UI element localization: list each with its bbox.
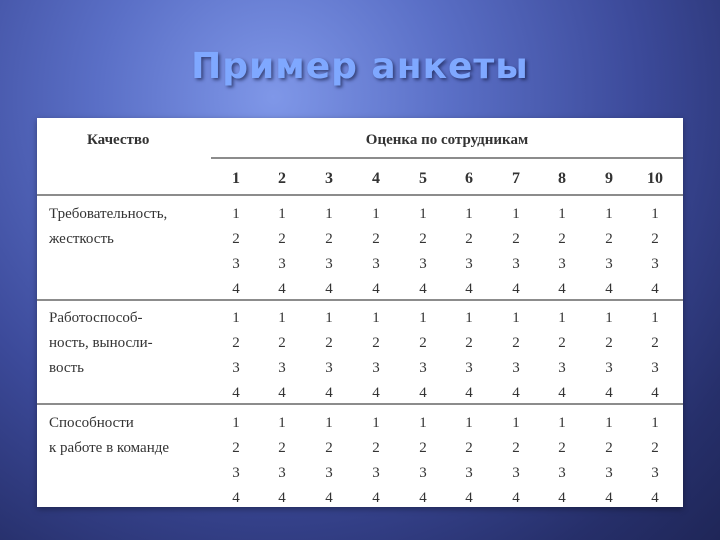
rating-cell	[314, 202, 344, 302]
rating-option: 2	[512, 440, 520, 456]
rating-option: 1	[278, 206, 286, 222]
rating-cell	[267, 306, 297, 406]
rating-option: 1	[278, 310, 286, 326]
rating-cell	[314, 306, 344, 406]
rating-option: 3	[605, 256, 613, 272]
rating-cell	[454, 411, 484, 511]
rating-cell	[408, 411, 438, 511]
rating-option: 4	[278, 385, 286, 401]
rating-option: 3	[325, 360, 333, 376]
rating-option: 4	[372, 385, 380, 401]
rating-option: 4	[558, 385, 566, 401]
rating-option: 4	[419, 281, 427, 297]
rating-cell	[267, 202, 297, 302]
row-label-line: к работе в команде	[49, 440, 170, 456]
rating-option: 3	[558, 256, 566, 272]
rating-option: 2	[232, 440, 240, 456]
rating-cell	[408, 306, 438, 406]
rating-option: 2	[558, 335, 566, 351]
rating-option: 4	[605, 490, 613, 506]
rating-option: 2	[419, 231, 427, 247]
rating-cell	[547, 202, 577, 302]
rating-option: 1	[605, 415, 613, 431]
rating-option: 2	[465, 231, 473, 247]
rating-cell	[361, 306, 391, 406]
rating-cell	[221, 411, 251, 511]
rating-cell	[547, 306, 577, 406]
header-rating: Оценка по сотрудникам	[365, 132, 529, 148]
rating-option: 1	[419, 310, 427, 326]
rating-option: 3	[651, 256, 659, 272]
rating-option: 4	[465, 385, 473, 401]
rating-option: 4	[278, 281, 286, 297]
rating-cell	[640, 411, 670, 511]
rating-option: 2	[232, 335, 240, 351]
rating-option: 2	[372, 231, 380, 247]
rating-option: 1	[605, 310, 613, 326]
column-header: 9	[605, 170, 613, 187]
rating-option: 4	[651, 385, 659, 401]
row-divider	[37, 299, 683, 301]
rating-option: 4	[605, 281, 613, 297]
rating-option: 1	[465, 206, 473, 222]
rating-option: 2	[651, 335, 659, 351]
rating-option: 4	[372, 490, 380, 506]
rating-option: 4	[512, 490, 520, 506]
rating-option: 2	[419, 335, 427, 351]
rating-option: 1	[651, 206, 659, 222]
rating-option: 2	[325, 231, 333, 247]
row-divider	[37, 194, 683, 196]
rating-option: 4	[651, 281, 659, 297]
rating-cell	[454, 202, 484, 302]
rating-option: 4	[372, 281, 380, 297]
rating-cell	[361, 202, 391, 302]
rating-option: 3	[558, 465, 566, 481]
row-label-line: жесткость	[49, 231, 114, 247]
rating-option: 1	[465, 310, 473, 326]
rating-option: 1	[512, 415, 520, 431]
rating-option: 2	[232, 231, 240, 247]
rating-option: 1	[325, 415, 333, 431]
row-label-line: Работоспособ-	[49, 310, 143, 326]
rating-option: 1	[372, 310, 380, 326]
rating-option: 4	[558, 281, 566, 297]
rating-option: 1	[372, 415, 380, 431]
rating-option: 1	[465, 415, 473, 431]
rating-option: 3	[325, 256, 333, 272]
rating-option: 2	[419, 440, 427, 456]
rating-option: 3	[651, 360, 659, 376]
rating-option: 4	[558, 490, 566, 506]
column-header: 10	[647, 170, 663, 187]
rating-option: 3	[465, 256, 473, 272]
rating-option: 3	[558, 360, 566, 376]
row-label	[49, 202, 214, 252]
rating-option: 2	[605, 231, 613, 247]
rating-option: 1	[558, 206, 566, 222]
rating-option: 2	[512, 335, 520, 351]
rating-option: 2	[558, 440, 566, 456]
rating-option: 3	[232, 465, 240, 481]
rating-option: 1	[419, 206, 427, 222]
rating-option: 4	[278, 490, 286, 506]
column-header: 1	[232, 170, 240, 187]
rating-cell	[314, 411, 344, 511]
row-label-line: вость	[49, 360, 84, 376]
rating-option: 1	[325, 310, 333, 326]
rating-cell	[267, 411, 297, 511]
rating-option: 4	[419, 490, 427, 506]
rating-cell	[361, 411, 391, 511]
column-header: 4	[372, 170, 380, 187]
rating-cell	[594, 202, 624, 302]
rating-option: 4	[465, 490, 473, 506]
rating-option: 4	[232, 490, 240, 506]
rating-option: 2	[278, 440, 286, 456]
rating-option: 3	[605, 465, 613, 481]
rating-cell	[547, 411, 577, 511]
rating-option: 2	[605, 335, 613, 351]
rating-option: 3	[232, 360, 240, 376]
survey-table	[37, 118, 683, 507]
rating-option: 3	[465, 360, 473, 376]
rating-cell	[640, 202, 670, 302]
rating-cell	[640, 306, 670, 406]
rating-option: 2	[465, 440, 473, 456]
rating-option: 4	[232, 281, 240, 297]
rating-option: 2	[651, 231, 659, 247]
rating-option: 2	[465, 335, 473, 351]
rating-option: 2	[372, 440, 380, 456]
row-label-line: Требовательность,	[49, 206, 168, 222]
rating-option: 3	[465, 465, 473, 481]
column-header: 3	[325, 170, 333, 187]
rating-option: 4	[465, 281, 473, 297]
rating-option: 1	[558, 310, 566, 326]
rating-option: 4	[651, 490, 659, 506]
slide-title: Пример анкеты	[191, 46, 529, 87]
rating-option: 3	[512, 360, 520, 376]
rating-option: 3	[278, 360, 286, 376]
rating-option: 1	[278, 415, 286, 431]
rating-option: 4	[325, 385, 333, 401]
rating-cell	[454, 306, 484, 406]
rating-option: 1	[651, 415, 659, 431]
row-divider	[37, 403, 683, 405]
rating-option: 1	[419, 415, 427, 431]
rating-option: 3	[605, 360, 613, 376]
rating-option: 2	[278, 231, 286, 247]
rating-option: 4	[325, 490, 333, 506]
rating-cell	[221, 202, 251, 302]
row-label-line: Способности	[49, 415, 134, 431]
column-header: 6	[465, 170, 473, 187]
rating-option: 2	[605, 440, 613, 456]
rating-option: 3	[419, 465, 427, 481]
rating-option: 2	[278, 335, 286, 351]
rating-option: 4	[605, 385, 613, 401]
column-header: 7	[512, 170, 520, 187]
rating-option: 3	[512, 256, 520, 272]
row-label	[49, 306, 214, 381]
rating-option: 1	[232, 415, 240, 431]
rating-cell	[408, 202, 438, 302]
rating-option: 1	[232, 206, 240, 222]
rating-option: 2	[325, 440, 333, 456]
row-label	[49, 411, 214, 461]
rating-option: 2	[558, 231, 566, 247]
rating-option: 4	[325, 281, 333, 297]
rating-cell	[594, 411, 624, 511]
rating-option: 3	[419, 360, 427, 376]
rating-option: 2	[651, 440, 659, 456]
column-header: 5	[419, 170, 427, 187]
header-quality: Качество	[87, 132, 150, 148]
rating-option: 3	[651, 465, 659, 481]
rating-cell	[501, 202, 531, 302]
column-header: 8	[558, 170, 566, 187]
rating-cell	[221, 306, 251, 406]
header-divider	[211, 157, 683, 159]
rating-option: 1	[558, 415, 566, 431]
rating-option: 1	[651, 310, 659, 326]
rating-option: 2	[512, 231, 520, 247]
rating-option: 4	[512, 385, 520, 401]
rating-option: 3	[372, 256, 380, 272]
rating-option: 2	[325, 335, 333, 351]
rating-option: 3	[512, 465, 520, 481]
rating-option: 3	[232, 256, 240, 272]
rating-option: 1	[325, 206, 333, 222]
rating-option: 3	[419, 256, 427, 272]
rating-option: 4	[232, 385, 240, 401]
rating-option: 3	[278, 256, 286, 272]
rating-option: 1	[512, 310, 520, 326]
rating-option: 4	[419, 385, 427, 401]
rating-cell	[594, 306, 624, 406]
rating-option: 1	[372, 206, 380, 222]
rating-cell	[501, 306, 531, 406]
rating-option: 1	[512, 206, 520, 222]
column-header: 2	[278, 170, 286, 187]
rating-option: 4	[512, 281, 520, 297]
rating-option: 1	[232, 310, 240, 326]
row-label-line: ность, выносли-	[49, 335, 153, 351]
rating-cell	[501, 411, 531, 511]
rating-option: 3	[372, 360, 380, 376]
rating-option: 3	[325, 465, 333, 481]
rating-option: 2	[372, 335, 380, 351]
rating-option: 3	[278, 465, 286, 481]
rating-option: 1	[605, 206, 613, 222]
rating-option: 3	[372, 465, 380, 481]
